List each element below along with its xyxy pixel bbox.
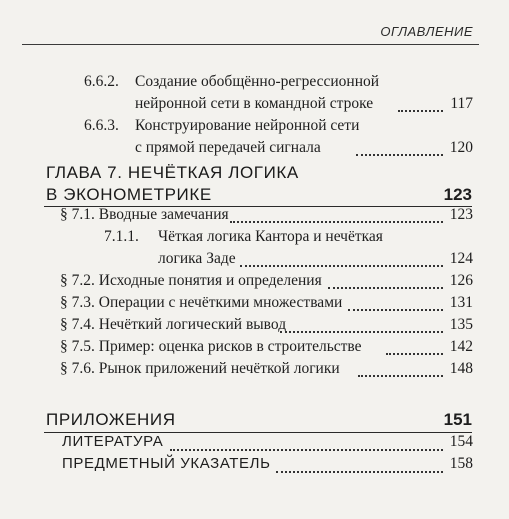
leader-dots [230,221,443,223]
entry-text: § 7.3. Операции с нечёткими множествами [60,294,343,311]
entry-text-line2: с прямой передачей сигнала [135,139,321,156]
chapter-page-number: 123 [443,185,472,204]
entry-text: ЛИТЕРАТУРА [62,433,164,450]
entry-text: § 7.4. Нечёткий логический вывод [60,316,287,333]
running-title: ОГЛАВЛЕНИЕ [380,24,473,39]
entry-text-line1: Создание обобщённо-регрессионной [135,73,380,90]
leader-dots [348,309,443,311]
page-number: 124 [449,250,473,267]
chapter-title-line2: В ЭКОНОМЕТРИКЕ [46,185,212,204]
page-number: 117 [450,95,473,112]
leader-dots [240,265,443,267]
appendix-page-number: 151 [443,410,472,429]
leader-dots [328,287,443,289]
page-number: 120 [449,139,473,156]
entry-text: § 7.1. Вводные замечания [60,206,229,223]
page-number: 131 [449,294,473,311]
entry-text-line1: Конструирование нейронной сети [135,117,360,134]
entry-text: § 7.2. Исходные понятия и определения [60,272,322,289]
page-number: 135 [449,316,473,333]
appendix-title: ПРИЛОЖЕНИЯ [46,410,176,429]
leader-dots [276,471,443,473]
entry-text-line1: Чёткая логика Кантора и нечёткая [158,228,383,245]
leader-dots [170,449,443,451]
entry-text-line2: логика Заде [158,250,236,267]
page-number: 158 [449,455,473,472]
page-number: 148 [449,360,473,377]
page-number: 154 [449,433,473,450]
entry-text: § 7.6. Рынок приложений нечёткой логики [60,360,340,377]
leader-dots [356,154,443,156]
chapter-title-line1: ГЛАВА 7. НЕЧЁТКАЯ ЛОГИКА [46,163,299,182]
entry-number: 6.6.3. [84,117,119,134]
leader-dots [358,375,443,377]
page-header [22,18,479,45]
entry-text-line2: нейронной сети в командной строке [135,95,374,112]
page-number: 126 [449,272,473,289]
page-number: 123 [449,206,473,223]
leader-dots [280,331,443,333]
entry-number: 6.6.2. [84,73,119,90]
page-number: 142 [449,338,473,355]
entry-text: § 7.5. Пример: оценка рисков в строительстве [60,338,362,355]
entry-number: 7.1.1. [104,228,139,245]
entry-text: ПРЕДМЕТНЫЙ УКАЗАТЕЛЬ [62,455,271,472]
